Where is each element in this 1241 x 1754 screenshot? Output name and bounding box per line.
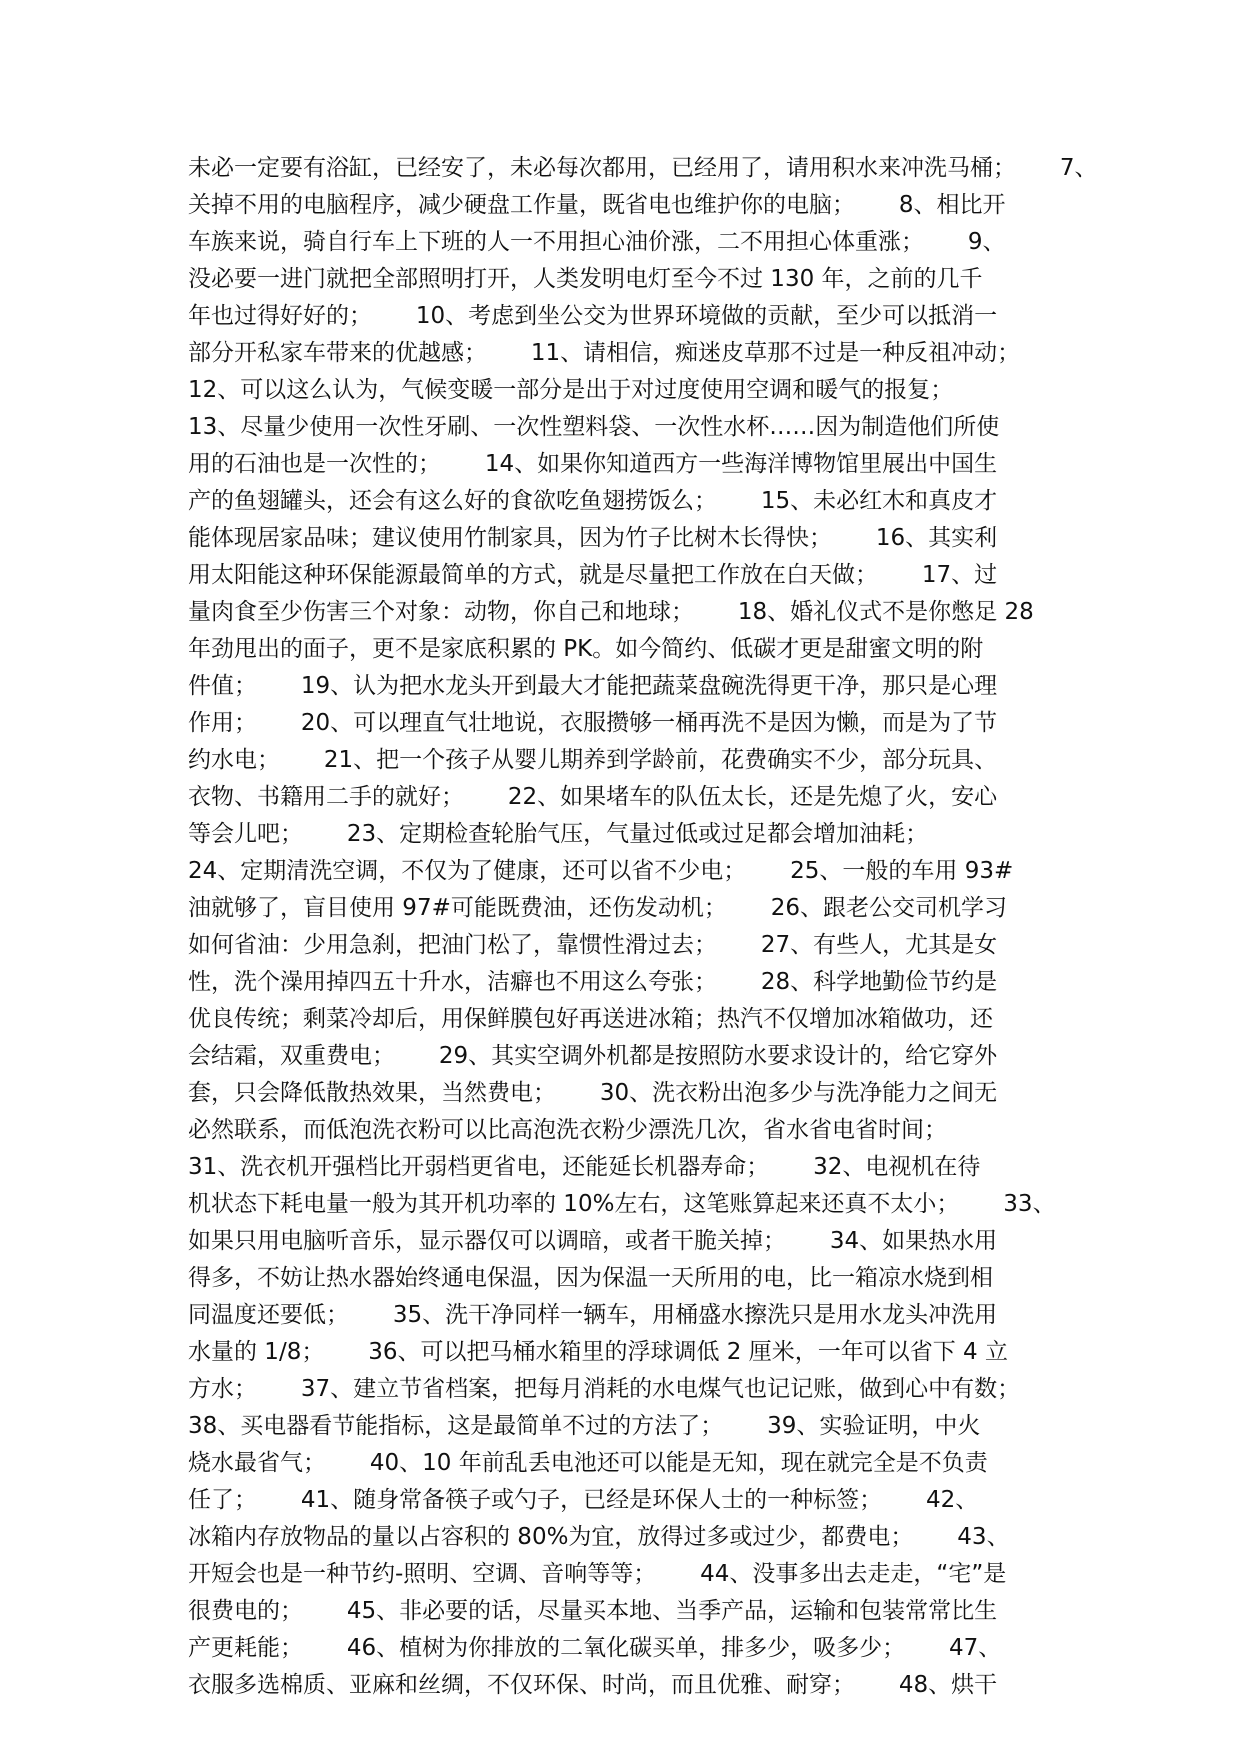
text-line: 冰箱内存放物品的量以占容积的 80%为宜，放得过多或过少，都费电； 43、 <box>188 1524 1010 1550</box>
text-line: 产更耗能； 46、植树为你排放的二氧化碳买单，排多少，吸多少； 47、 <box>188 1635 1002 1661</box>
text-line: 水量的 1/8； 36、可以把马桶水箱里的浮球调低 2 厘米，一年可以省下 4 立 <box>188 1339 1008 1365</box>
text-line: 衣物、书籍用二手的就好； 22、如果堵车的队伍太长，还是先熄了火，安心 <box>188 784 998 810</box>
text-line: 任了； 41、随身常备筷子或勺子，已经是环保人士的一种标签； 42、 <box>188 1487 979 1513</box>
text-line: 很费电的； 45、非必要的话，尽量买本地、当季产品，运输和包装常常比生 <box>188 1598 998 1624</box>
document-body <box>188 150 1098 1704</box>
text-line: 车族来说，骑自行车上下班的人一不用担心油价涨，二不用担心体重涨； 9、 <box>188 229 1006 255</box>
text-line: 用太阳能这种环保能源最简单的方式，就是尽量把工作放在白天做； 17、过 <box>188 562 998 588</box>
text-line: 开短会也是一种节约-照明、空调、音响等等； 44、没事多出去走走，“宅”是 <box>188 1561 1007 1587</box>
text-line: 机状态下耗电量一般为其开机功率的 10%左右，这笔账算起来还真不太小； 33、 <box>188 1191 1056 1217</box>
text-line: 得多，不妨让热水器始终通电保温，因为保温一天所用的电，比一箱凉水烧到相 <box>188 1265 993 1291</box>
text-line: 优良传统；剩菜冷却后，用保鲜膜包好再送进冰箱；热汽不仅增加冰箱做功，还 <box>188 1006 993 1032</box>
text-line: 24、定期清洗空调，不仅为了健康，还可以省不少电； 25、一般的车用 93# <box>188 858 1014 884</box>
text-line: 产的鱼翅罐头，还会有这么好的食欲吃鱼翅捞饭么； 15、未必红木和真皮才 <box>188 488 998 514</box>
text-line: 衣服多选棉质、亚麻和丝绸，不仅环保、时尚，而且优雅、耐穿； 48、烘干 <box>188 1672 998 1698</box>
text-line: 用的石油也是一次性的； 14、如果你知道西方一些海洋博物馆里展出中国生 <box>188 451 998 477</box>
text-line: 油就够了，盲目使用 97#可能既费油，还伤发动机； 26、跟老公交司机学习 <box>188 895 1007 921</box>
text-line: 未必一定要有浴缸，已经安了，未必每次都用，已经用了，请用积水来冲洗马桶； 7、 <box>188 155 1098 181</box>
text-line: 年也过得好好的； 10、考虑到坐公交为世界环境做的贡献，至少可以抵消一 <box>188 303 998 329</box>
text-line: 38、买电器看节能指标，这是最简单不过的方法了； 39、实验证明，中火 <box>188 1413 981 1439</box>
text-line: 31、洗衣机开强档比开弱档更省电，还能延长机器寿命； 32、电视机在待 <box>188 1154 981 1180</box>
text-line: 没必要一进门就把全部照明打开，人类发明电灯至今不过 130 年，之前的几千 <box>188 266 983 292</box>
text-line: 烧水最省气； 40、10 年前乱丢电池还可以能是无知，现在就完全是不负责 <box>188 1450 988 1476</box>
text-line: 性，洗个澡用掉四五十升水，洁癖也不用这么夸张； 28、科学地勤俭节约是 <box>188 969 998 995</box>
text-line: 13、尽量少使用一次性牙刷、一次性塑料袋、一次性水杯……因为制造他们所使 <box>188 414 1000 440</box>
text-line: 关掉不用的电脑程序，减少硬盘工作量，既省电也维护你的电脑； 8、相比开 <box>188 192 1006 218</box>
text-line: 如果只用电脑听音乐，显示器仅可以调暗，或者干脆关掉； 34、如果热水用 <box>188 1228 998 1254</box>
text-line: 约水电； 21、把一个孩子从婴儿期养到学龄前，花费确实不少，部分玩具、 <box>188 747 998 773</box>
text-line: 方水； 37、建立节省档案，把每月消耗的水电煤气也记记账，做到心中有数； <box>188 1376 1021 1402</box>
text-line: 件值； 19、认为把水龙头开到最大才能把蔬菜盘碗洗得更干净，那只是心理 <box>188 673 998 699</box>
text-line: 能体现居家品味；建议使用竹制家具，因为竹子比树木长得快； 16、其实利 <box>188 525 998 551</box>
text-line: 作用； 20、可以理直气壮地说，衣服攒够一桶再洗不是因为懒，而是为了节 <box>188 710 998 736</box>
text-line: 等会儿吧； 23、定期检查轮胎气压，气量过低或过足都会增加油耗； <box>188 821 929 847</box>
text-line: 量肉食至少伤害三个对象：动物，你自己和地球； 18、婚礼仪式不是你憋足 28 <box>188 599 1034 625</box>
text-line: 年劲甩出的面子，更不是家底积累的 PK。如今简约、低碳才更是甜蜜文明的附 <box>188 636 984 662</box>
text-line: 同温度还要低； 35、洗干净同样一辆车，用桶盛水擦洗只是用水龙头冲洗用 <box>188 1302 998 1328</box>
text-line: 必然联系，而低泡洗衣粉可以比高泡洗衣粉少漂洗几次，省水省电省时间； <box>188 1117 947 1143</box>
text-line: 如何省油：少用急刹，把油门松了，靠惯性滑过去； 27、有些人，尤其是女 <box>188 932 998 958</box>
text-line: 12、可以这么认为，气候变暖一部分是出于对过度使用空调和暖气的报复； <box>188 377 954 403</box>
text-line: 会结霜，双重费电； 29、其实空调外机都是按照防水要求设计的，给它穿外 <box>188 1043 998 1069</box>
text-line: 套，只会降低散热效果，当然费电； 30、洗衣粉出泡多少与洗净能力之间无 <box>188 1080 998 1106</box>
text-line: 部分开私家车带来的优越感； 11、请相信，痴迷皮草那不过是一种反祖冲动； <box>188 340 1021 366</box>
